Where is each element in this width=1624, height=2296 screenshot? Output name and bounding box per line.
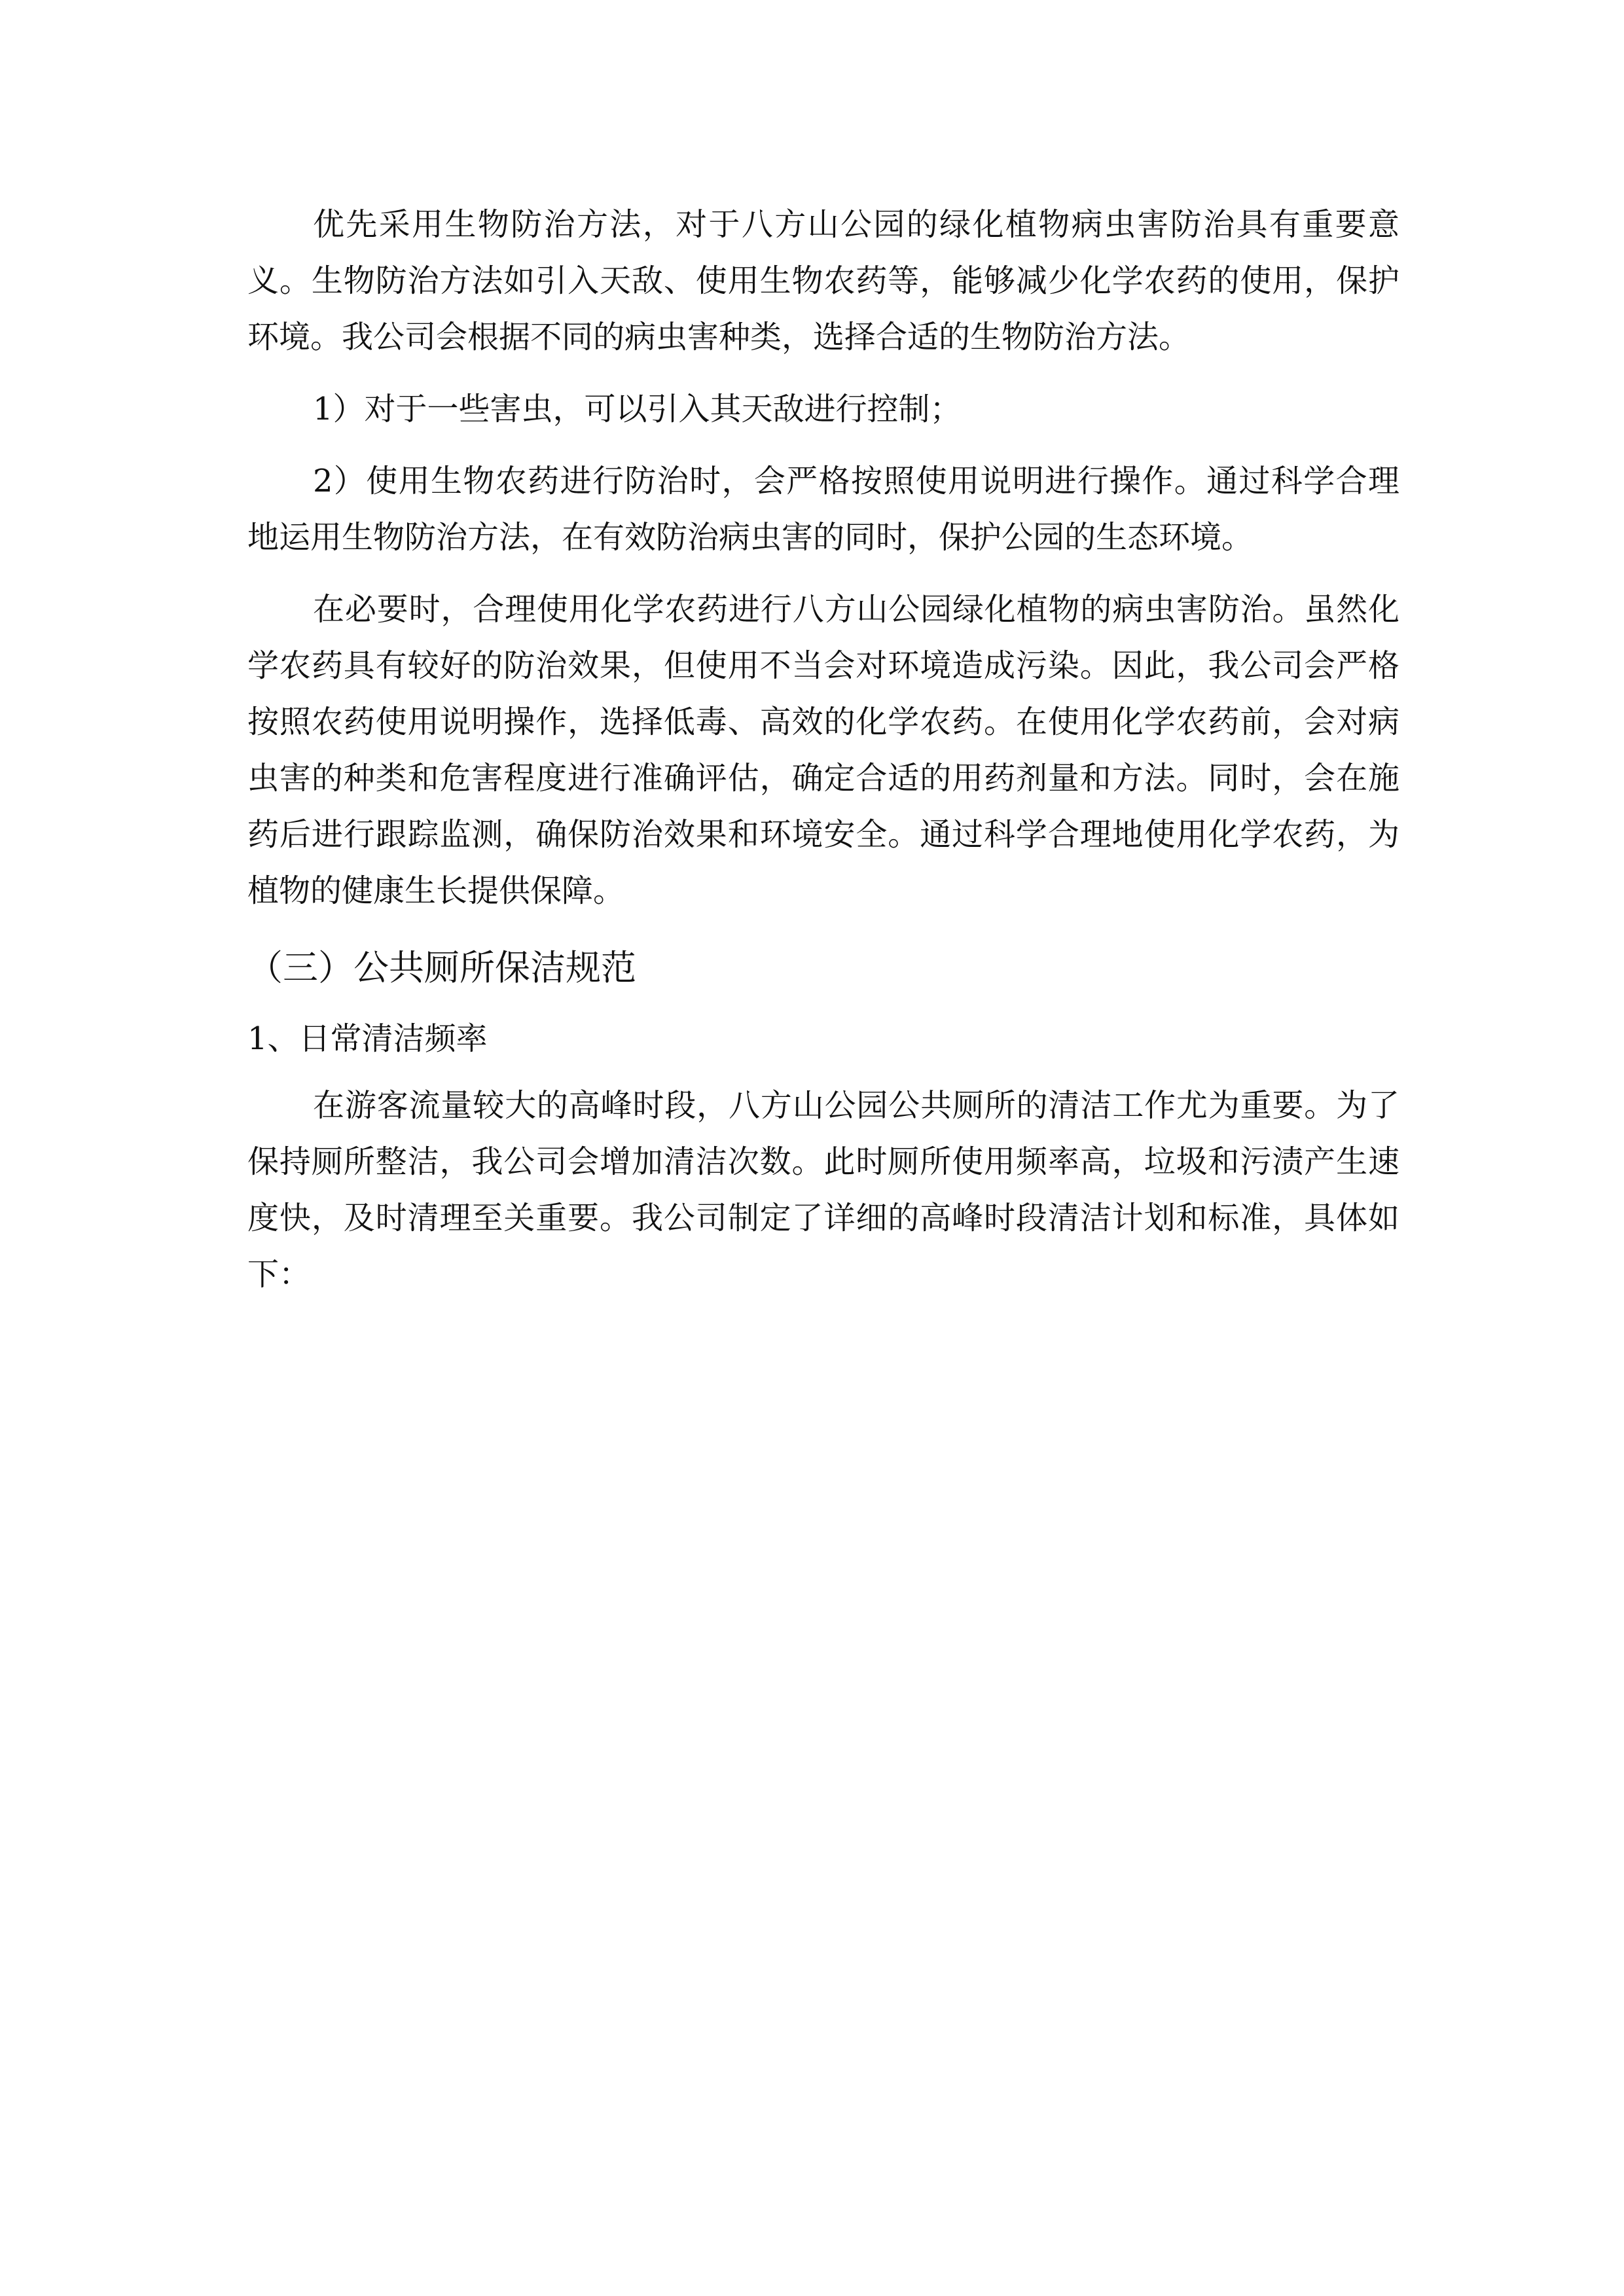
paragraph-biological-control: 优先采用生物防治方法，对于八方山公园的绿化植物病虫害防治具有重要意义。生物防治方法如引入天敌、使用生物农药等，能够减少化学农药的使用，保护环境。我公司会根据不同的病虫害种类，选择合适的生物防治方法。 [247, 206, 1399, 355]
paragraph-peak-cleaning: 在游客流量较大的高峰时段，八方山公园公共厕所的清洁工作尤为重要。为了保持厕所整洁，我公司会增加清洁次数。此时厕所使用频率高，垃圾和污渍产生速度快，及时清理至关重要。我公司制定了详细的高峰时段清洁计划和标准，具体如下： [247, 1087, 1399, 1293]
document-body [247, 196, 1399, 1318]
subsection-heading: 1、日常清洁频率 [247, 1020, 488, 1057]
paragraph-chemical-control: 在必要时，合理使用化学农药进行八方山公园绿化植物的病虫害防治。虽然化学农药具有较好的防治效果，但使用不当会对环境造成污染。因此，我公司会严格按照农药使用说明操作，选择低毒、高效的化学农药。在使用化学农药前，会对病虫害的种类和危害程度进行准确评估，确定合适的用药剂量和方法。同时，会在施药后进行跟踪监测，确保防治效果和环境安全。通过科学合理地使用化学农药，为植物的健康生长提供保障。 [247, 591, 1399, 909]
paragraph-item-2: 2）使用生物农药进行防治时，会严格按照使用说明进行操作。通过科学合理地运用生物防治方法，在有效防治病虫害的同时，保护公园的生态环境。 [247, 463, 1399, 556]
section-heading: （三）公共厕所保洁规范 [247, 947, 636, 988]
paragraph-item-1: 1）对于一些害虫，可以引入其天敌进行控制； [313, 391, 962, 427]
